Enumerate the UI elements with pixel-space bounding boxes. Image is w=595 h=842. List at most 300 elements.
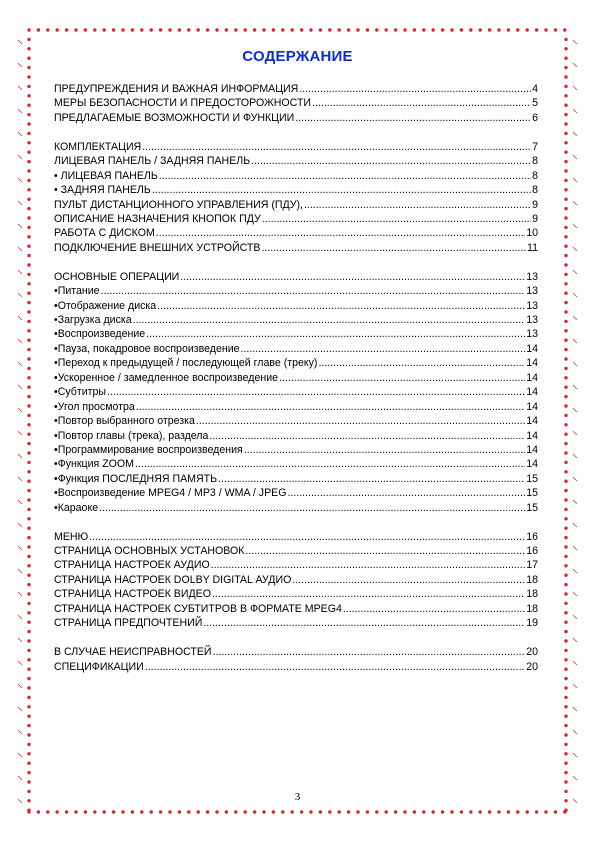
border-dot: [150, 810, 153, 813]
border-stitch: [573, 615, 577, 619]
border-dot: [564, 395, 567, 398]
toc-dot-leader: [262, 212, 531, 226]
border-dot: [187, 810, 190, 813]
toc-entry[interactable]: [54, 96, 538, 110]
border-dot: [27, 386, 30, 389]
border-dot: [131, 810, 134, 813]
border-dot: [564, 668, 567, 671]
border-dot: [507, 810, 510, 813]
toc-entry-label: •Угол просмотра: [54, 400, 135, 413]
border-dot: [168, 28, 171, 31]
toc-entry[interactable]: [54, 544, 538, 558]
toc-entry[interactable]: [54, 645, 538, 659]
border-dot: [27, 207, 30, 210]
border-dot: [460, 810, 463, 813]
border-stitch: [18, 431, 22, 435]
border-stitch: [573, 431, 577, 435]
toc-entry-label: •Переход к предыдущей / последующей главе (треку): [54, 357, 318, 370]
toc-entry-page: 20: [526, 646, 538, 659]
toc-dot-leader: [196, 414, 525, 428]
border-dot: [112, 28, 115, 31]
toc-entry-label: ПОДКЛЮЧЕНИЕ ВНЕШНИХ УСТРОЙСТВ: [54, 241, 261, 254]
border-dot: [507, 28, 510, 31]
toc-entry[interactable]: [54, 414, 538, 428]
border-dot: [422, 28, 425, 31]
border-stitch: [573, 454, 577, 458]
border-dot: [564, 780, 567, 783]
border-dot: [516, 810, 519, 813]
border-dot: [225, 810, 228, 813]
toc-dot-leader: [312, 96, 531, 110]
border-dot: [564, 273, 567, 276]
border-dot: [178, 810, 181, 813]
border-dot: [225, 28, 228, 31]
border-stitch: [573, 201, 577, 205]
border-dot: [564, 414, 567, 417]
toc-entry[interactable]: [54, 660, 538, 674]
border-dot: [441, 810, 444, 813]
border-dot: [564, 621, 567, 624]
toc-entry[interactable]: [54, 587, 538, 601]
page-title: СОДЕРЖАНИЕ: [242, 48, 353, 65]
border-dot: [37, 810, 40, 813]
border-dot: [27, 85, 30, 88]
border-dot: [309, 28, 312, 31]
toc-entry[interactable]: [54, 299, 538, 313]
border-dot: [535, 28, 538, 31]
border-dot: [366, 810, 369, 813]
border-dot: [65, 810, 68, 813]
border-dot: [215, 28, 218, 31]
border-dot: [516, 28, 519, 31]
border-stitch: [18, 615, 22, 619]
toc-dot-leader: [245, 544, 525, 558]
border-dot: [27, 621, 30, 624]
toc-entry-page: 7: [532, 140, 538, 153]
border-dot: [564, 705, 567, 708]
border-dot: [497, 28, 500, 31]
border-dot: [215, 810, 218, 813]
border-dot: [375, 810, 378, 813]
toc-dot-leader: [136, 400, 525, 414]
border-dot: [564, 113, 567, 116]
border-dot: [27, 696, 30, 699]
border-dot: [564, 555, 567, 558]
border-dot: [328, 28, 331, 31]
toc-entry[interactable]: [54, 371, 538, 385]
toc-entry-page: 10: [526, 227, 538, 240]
toc-entry[interactable]: [54, 356, 538, 370]
border-dot: [535, 810, 538, 813]
border-dot: [554, 28, 557, 31]
border-dot: [27, 508, 30, 511]
border-dot: [27, 357, 30, 360]
border-dot: [27, 376, 30, 379]
border-dot: [564, 357, 567, 360]
border-dot: [27, 160, 30, 163]
toc-entry-page: 17: [526, 559, 538, 572]
toc-entry[interactable]: [54, 457, 538, 471]
toc-entry[interactable]: [54, 82, 538, 96]
toc-entry-label: СТРАНИЦА НАСТРОЕК АУДИО: [54, 559, 210, 572]
border-stitch: [18, 776, 22, 780]
border-dot: [526, 28, 529, 31]
toc-entry[interactable]: [54, 486, 538, 500]
border-dot: [564, 160, 567, 163]
border-dot: [112, 810, 115, 813]
toc-entry[interactable]: [54, 154, 538, 168]
border-dot: [291, 28, 294, 31]
toc-dot-leader: [209, 429, 525, 443]
toc-entry-page: 8: [532, 169, 538, 182]
border-dot: [564, 226, 567, 229]
toc-entry[interactable]: [54, 111, 538, 125]
border-stitch: [18, 362, 22, 366]
toc-entry-page: 14: [526, 415, 538, 428]
border-dot: [281, 810, 284, 813]
border-dot: [27, 536, 30, 539]
border-dot: [27, 414, 30, 417]
border-dot: [441, 28, 444, 31]
toc-entry[interactable]: [54, 270, 538, 284]
border-stitch: [573, 40, 577, 44]
border-dot: [197, 810, 200, 813]
border-stitch: [18, 477, 22, 481]
toc-dot-leader: [135, 457, 525, 471]
border-dot: [27, 705, 30, 708]
toc-entry-label: •Пауза, покадровое воспроизведение: [54, 342, 240, 355]
toc-entry[interactable]: [54, 573, 538, 587]
border-dot: [319, 810, 322, 813]
border-dot: [394, 28, 397, 31]
toc-entry-label: ОПИСАНИЕ НАЗНАЧЕНИЯ КНОПОК ПДУ: [54, 212, 261, 225]
border-dot: [27, 733, 30, 736]
border-stitch: [573, 270, 577, 274]
border-dot: [27, 602, 30, 605]
toc-entry-page: 20: [526, 660, 538, 673]
border-dot: [56, 810, 59, 813]
border-dot: [27, 780, 30, 783]
toc-entry[interactable]: [54, 443, 538, 457]
page-number: 3: [294, 791, 301, 803]
toc-entry-page: 5: [532, 97, 538, 110]
border-dot: [27, 169, 30, 172]
border-dot: [564, 75, 567, 78]
toc-entry[interactable]: [54, 327, 538, 341]
border-stitch: [573, 661, 577, 665]
border-stitch: [18, 500, 22, 504]
toc-entry[interactable]: [54, 284, 538, 298]
toc-dot-leader: [157, 299, 525, 313]
border-dot: [422, 810, 425, 813]
toc-entry-label: ПРЕДЛАГАЕМЫЕ ВОЗМОЖНОСТИ И ФУНКЦИИ: [54, 111, 295, 124]
border-dot: [168, 810, 171, 813]
border-dot: [27, 555, 30, 558]
border-dot: [564, 517, 567, 520]
toc-entry[interactable]: [54, 198, 538, 212]
toc-entry-page: 16: [526, 545, 538, 557]
border-dot: [65, 28, 68, 31]
border-dot: [291, 810, 294, 813]
border-stitch: [18, 132, 22, 136]
toc-entry-page: 11: [527, 241, 538, 254]
toc-dot-leader: [279, 371, 525, 385]
border-dot: [564, 592, 567, 595]
toc-entry-label: СТРАНИЦА ОСНОВНЫХ УСТАНОВОК: [54, 545, 245, 557]
border-dot: [27, 292, 30, 295]
border-dot: [563, 28, 566, 31]
border-dot: [564, 376, 567, 379]
border-dot: [544, 28, 547, 31]
border-dot: [564, 752, 567, 755]
border-dot: [46, 810, 49, 813]
border-dot: [564, 498, 567, 501]
toc-entry[interactable]: [54, 140, 538, 154]
border-dot: [234, 810, 237, 813]
toc-entry[interactable]: [54, 558, 538, 572]
border-dot: [450, 28, 453, 31]
border-dot: [27, 198, 30, 201]
border-stitch: [18, 753, 22, 757]
toc-entry-page: 18: [526, 602, 538, 615]
toc-entry-label: •Функция ZOOM: [54, 458, 134, 471]
border-dot: [27, 132, 30, 135]
border-dot: [27, 649, 30, 652]
toc-entry-label: •Ускоренное / замедленное воспроизведение: [54, 371, 279, 384]
toc-entry[interactable]: [54, 530, 538, 544]
border-stitch: [573, 155, 577, 159]
border-dot: [27, 639, 30, 642]
toc-entry[interactable]: [54, 429, 538, 443]
border-dot: [27, 668, 30, 671]
toc-entry[interactable]: [54, 472, 538, 486]
toc-entry[interactable]: [54, 602, 538, 616]
border-stitch: [18, 109, 22, 113]
border-stitch: [573, 500, 577, 504]
border-dot: [74, 810, 77, 813]
border-dot: [564, 686, 567, 689]
border-dot: [564, 367, 567, 370]
border-dot: [27, 310, 30, 313]
toc-entry[interactable]: [54, 342, 538, 356]
toc-spacer: [54, 255, 538, 269]
toc-dot-leader: [99, 501, 525, 515]
toc-entry-label: ЛИЦЕВАЯ ПАНЕЛЬ / ЗАДНЯЯ ПАНЕЛЬ: [54, 155, 251, 168]
toc-entry-label: • ЗАДНЯЯ ПАНЕЛЬ: [54, 184, 151, 197]
toc-entry-page: 15: [526, 487, 538, 500]
toc-entry-label: •Питание: [54, 285, 100, 298]
border-dot: [497, 810, 500, 813]
border-dot: [356, 810, 359, 813]
border-dot: [27, 188, 30, 191]
border-stitch: [18, 86, 22, 90]
border-dot: [27, 329, 30, 332]
border-dot: [564, 574, 567, 577]
border-dot: [544, 810, 547, 813]
toc-entry-page: 8: [532, 184, 538, 197]
border-dot: [413, 28, 416, 31]
border-dot: [432, 810, 435, 813]
border-stitch: [573, 477, 577, 481]
border-dot: [27, 611, 30, 614]
border-dot: [564, 461, 567, 464]
toc-entry[interactable]: [54, 212, 538, 226]
border-dot: [27, 715, 30, 718]
toc-entry-page: 18: [526, 588, 538, 601]
toc-dot-leader: [218, 472, 525, 486]
toc-entry-label: •Программирование воспроизведения: [54, 443, 243, 456]
toc-entry-page: 13: [526, 314, 538, 326]
border-dot: [564, 198, 567, 201]
border-dot: [564, 38, 567, 41]
border-dot: [27, 574, 30, 577]
border-stitch: [18, 155, 22, 159]
border-stitch: [573, 684, 577, 688]
border-dot: [27, 442, 30, 445]
border-dot: [27, 301, 30, 304]
toc-entry-label: СТРАНИЦА НАСТРОЕК ВИДЕО: [54, 588, 211, 601]
border-stitch: [573, 339, 577, 343]
toc-entry[interactable]: [54, 226, 538, 240]
border-dot: [27, 395, 30, 398]
border-dot: [564, 545, 567, 548]
toc-entry[interactable]: [54, 400, 538, 414]
border-dot: [385, 28, 388, 31]
border-stitch: [18, 201, 22, 205]
border-stitch: [18, 707, 22, 711]
border-dot: [564, 470, 567, 473]
toc-entry[interactable]: [54, 183, 538, 197]
toc-dot-leader: [212, 587, 525, 601]
border-dot: [281, 28, 284, 31]
border-dot: [564, 216, 567, 219]
border-dot: [469, 28, 472, 31]
border-stitch: [18, 339, 22, 343]
border-dot: [121, 810, 124, 813]
toc-dot-leader: [244, 443, 525, 457]
border-stitch: [18, 385, 22, 389]
border-dot: [27, 282, 30, 285]
toc-entry[interactable]: [54, 313, 538, 327]
border-dot: [526, 810, 529, 813]
border-stitch: [573, 385, 577, 389]
toc-entry-label: •Караоке: [54, 501, 99, 514]
border-dot: [159, 28, 162, 31]
border-dot: [244, 28, 247, 31]
border-dot: [27, 724, 30, 727]
toc-entry-label: МЕРЫ БЕЗОПАСНОСТИ И ПРЕДОСТОРОЖНОСТИ: [54, 97, 312, 110]
toc-dot-leader: [292, 573, 525, 587]
toc-entry-page: 13: [526, 299, 538, 312]
toc-entry-label: СПЕЦИФИКАЦИИ: [54, 660, 144, 673]
toc-dot-leader: [304, 198, 531, 212]
toc-dot-leader: [287, 486, 525, 500]
border-dot: [385, 810, 388, 813]
border-dot: [300, 810, 303, 813]
toc-dot-leader: [159, 169, 531, 183]
border-dot: [140, 810, 143, 813]
border-dot: [347, 810, 350, 813]
toc-dot-leader: [107, 385, 525, 399]
toc-dot-leader: [145, 660, 525, 674]
border-dot: [479, 28, 482, 31]
toc-entry-label: КОМПЛЕКТАЦИЯ: [54, 140, 142, 153]
border-dot: [27, 367, 30, 370]
border-dot: [27, 564, 30, 567]
toc-entry-page: 9: [532, 212, 538, 225]
toc-dot-leader: [251, 154, 531, 168]
border-dot: [563, 810, 566, 813]
border-dot: [366, 28, 369, 31]
border-stitch: [573, 707, 577, 711]
border-stitch: [18, 546, 22, 550]
border-dot: [356, 28, 359, 31]
toc-entry-label: •Воспроизведение MPEG4 / MP3 / WMA / JPEG: [54, 487, 287, 500]
toc-spacer: [54, 515, 538, 529]
border-dot: [27, 677, 30, 680]
border-stitch: [18, 408, 22, 412]
border-stitch: [573, 109, 577, 113]
border-dot: [27, 28, 30, 31]
border-dot: [121, 28, 124, 31]
border-dot: [93, 810, 96, 813]
toc-entry-page: 14: [526, 458, 538, 471]
border-dot: [394, 810, 397, 813]
border-dot: [103, 810, 106, 813]
border-stitch: [18, 454, 22, 458]
toc-entry-page: 15: [526, 472, 538, 485]
border-stitch: [573, 569, 577, 573]
border-dot: [27, 480, 30, 483]
toc-entry-label: •Загрузка диска: [54, 314, 132, 326]
toc-entry[interactable]: [54, 385, 538, 399]
border-dot: [309, 810, 312, 813]
border-dot: [27, 94, 30, 97]
toc-dot-leader: [343, 602, 525, 616]
toc-entry-page: 4: [532, 83, 538, 95]
toc-entry[interactable]: [54, 169, 538, 183]
border-dot: [564, 386, 567, 389]
border-dot: [469, 810, 472, 813]
toc-entry-label: СТРАНИЦА НАСТРОЕК СУБТИТРОВ В ФОРМАТЕ MPEG4: [54, 602, 342, 615]
border-dot: [564, 564, 567, 567]
toc-entry[interactable]: [54, 616, 538, 630]
border-dot: [432, 28, 435, 31]
toc-entry-label: В СЛУЧАЕ НЕИСПРАВНОСТЕЙ: [54, 646, 212, 659]
border-stitch: [573, 132, 577, 136]
border-dot: [564, 245, 567, 248]
toc-entry[interactable]: [54, 501, 538, 515]
border-dot: [206, 810, 209, 813]
toc-entry-label: •Воспроизведение: [54, 328, 146, 341]
border-dot: [262, 810, 265, 813]
border-dot: [564, 282, 567, 285]
border-stitch: [18, 569, 22, 573]
border-dot: [27, 433, 30, 436]
border-dot: [564, 179, 567, 182]
toc-entry[interactable]: [54, 241, 538, 255]
border-dot: [27, 38, 30, 41]
border-dot: [27, 254, 30, 257]
border-dot: [27, 545, 30, 548]
border-dot: [564, 433, 567, 436]
border-dot: [234, 28, 237, 31]
border-dot: [27, 122, 30, 125]
border-dot: [27, 451, 30, 454]
toc-dot-leader: [211, 558, 526, 572]
border-dot: [27, 498, 30, 501]
border-dot: [564, 263, 567, 266]
